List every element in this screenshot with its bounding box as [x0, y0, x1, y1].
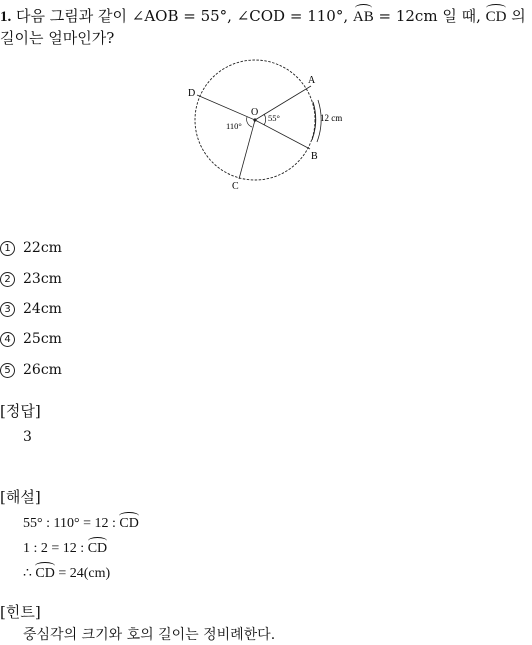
therefore-symbol: ∴ — [23, 566, 32, 581]
label-a: A — [308, 75, 316, 86]
angle-arc-aob — [264, 114, 266, 125]
choice-1-marker: 1 — [0, 241, 15, 256]
hint-label: [힌트] — [0, 603, 41, 621]
label-b: B — [311, 151, 318, 162]
solution-label: [해설] — [0, 488, 41, 506]
label-c: C — [232, 181, 239, 192]
choice-3[interactable] — [0, 300, 62, 318]
choice-5-text: 26cm — [23, 362, 62, 378]
choice-4[interactable] — [0, 330, 62, 348]
answer-value: 3 — [23, 429, 32, 445]
choice-3-marker: 3 — [0, 302, 15, 317]
question-text-prefix: 다음 그림과 같이 ∠AOB = 55°, ∠COD = 110°, — [16, 7, 349, 25]
label-angle-aob: 55° — [268, 113, 280, 123]
choice-5-marker: 5 — [0, 363, 15, 378]
solution-line-3-result: = 24(cm) — [58, 566, 111, 581]
label-arc-length: 12 cm — [320, 113, 343, 123]
question-number: 1. — [0, 9, 12, 25]
solution-line-1 — [23, 513, 139, 533]
radius-ob — [255, 120, 310, 149]
solution-line-2-text: 1 : 2 = 12 : — [23, 541, 85, 556]
question-line-1 — [0, 5, 526, 27]
choice-2-marker: 2 — [0, 272, 15, 287]
choice-4-marker: 4 — [0, 332, 15, 347]
hint-text: 중심각의 크기와 호의 길이는 정비례한다. — [23, 627, 276, 643]
label-d: D — [188, 88, 196, 99]
radius-od — [197, 95, 255, 120]
choice-1-text: 22cm — [23, 240, 62, 256]
choice-5[interactable] — [0, 361, 62, 379]
solution-line-3 — [23, 563, 110, 583]
choice-2-text: 23cm — [23, 271, 62, 287]
label-angle-cod: 110° — [226, 121, 242, 131]
solution-line-1-text: 55° : 110° = 12 : — [23, 516, 116, 531]
answer-label: [정답] — [0, 402, 41, 420]
arc-cd-symbol: CD — [486, 5, 507, 27]
choice-1[interactable] — [0, 239, 62, 257]
radius-oa — [255, 86, 311, 120]
question-text-mid: = 12cm 일 때, — [378, 7, 481, 25]
label-o: O — [251, 107, 259, 118]
center-dot — [253, 118, 256, 121]
question-line-2: 길이는 얼마인가? — [0, 29, 115, 47]
arc-ab-symbol: AB — [353, 5, 374, 27]
choice-2[interactable] — [0, 270, 62, 288]
choice-4-text: 25cm — [23, 331, 62, 347]
solution-arc-cd-2: CD — [88, 538, 107, 558]
solution-arc-cd-1: CD — [119, 513, 138, 533]
solution-arc-cd-3: CD — [35, 563, 54, 583]
circle-figure — [180, 52, 360, 197]
question-text-suffix: 의 — [511, 7, 526, 25]
solution-line-2 — [23, 538, 107, 558]
choice-3-text: 24cm — [23, 301, 62, 317]
